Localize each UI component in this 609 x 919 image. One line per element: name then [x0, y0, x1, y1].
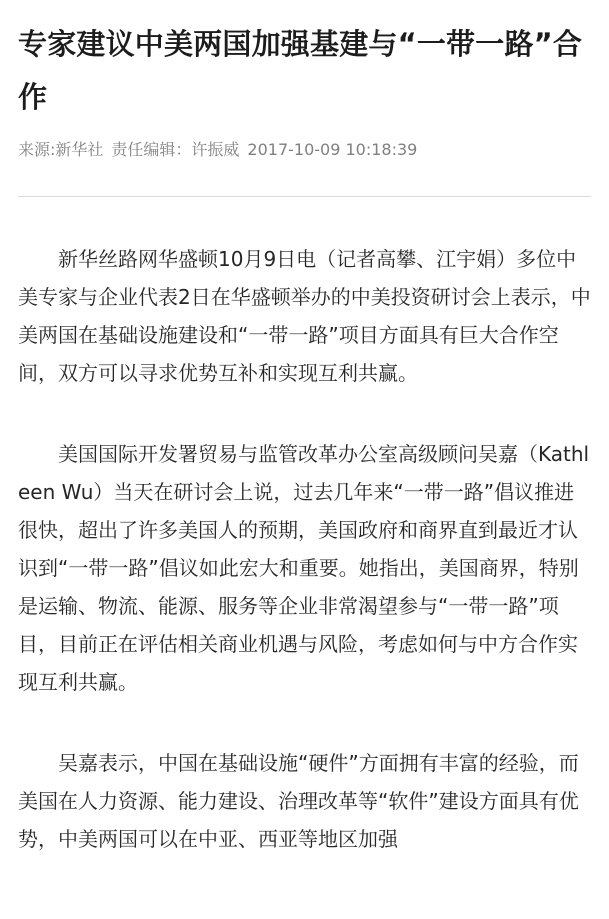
- paragraph-1: 新华丝路网华盛顿10月9日电（记者高攀、江宇娟）多位中美专家与企业代表2日在华盛顿举办的中美投资研讨会上表示，中美两国在基础设施建设和“一带一路”项目方面具有巨大合作空间，双方可以寻求优势互补和实现互利共赢。: [18, 247, 591, 385]
- article-editor: 责任编辑：许振威: [111, 140, 240, 159]
- divider: [18, 196, 591, 197]
- article-body: [18, 240, 591, 858]
- article-datetime: 2017-10-09 10:18:39: [247, 140, 418, 159]
- article-meta: [18, 138, 591, 162]
- article-title: 专家建议中美两国加强基建与“一带一路”合作: [18, 27, 583, 114]
- article-source: 来源:新华社: [18, 140, 104, 159]
- paragraph-3: 吴嘉表示，中国在基础设施“硬件”方面拥有丰富的经验，而美国在人力资源、能力建设、治理改革等“软件”建设方面具有优势，中美两国可以在中亚、西亚等地区加强: [18, 751, 579, 851]
- paragraph-2: 美国国际开发署贸易与监管改革办公室高级顾问吴嘉（Kathleen Wu）当天在研讨会上说，过去几年来“一带一路”倡议推进很快，超出了许多美国人的预期，美国政府和商界直到最近才认识到“一带一路”倡议如此宏大和重要。她指出，美国商界，特别是运输、物流、能源、服务等企业非常渴望参与“一带一路”项目，目前正在评估相关商业机遇与风险，考虑如何与中方合作实现互利共赢。: [18, 442, 590, 694]
